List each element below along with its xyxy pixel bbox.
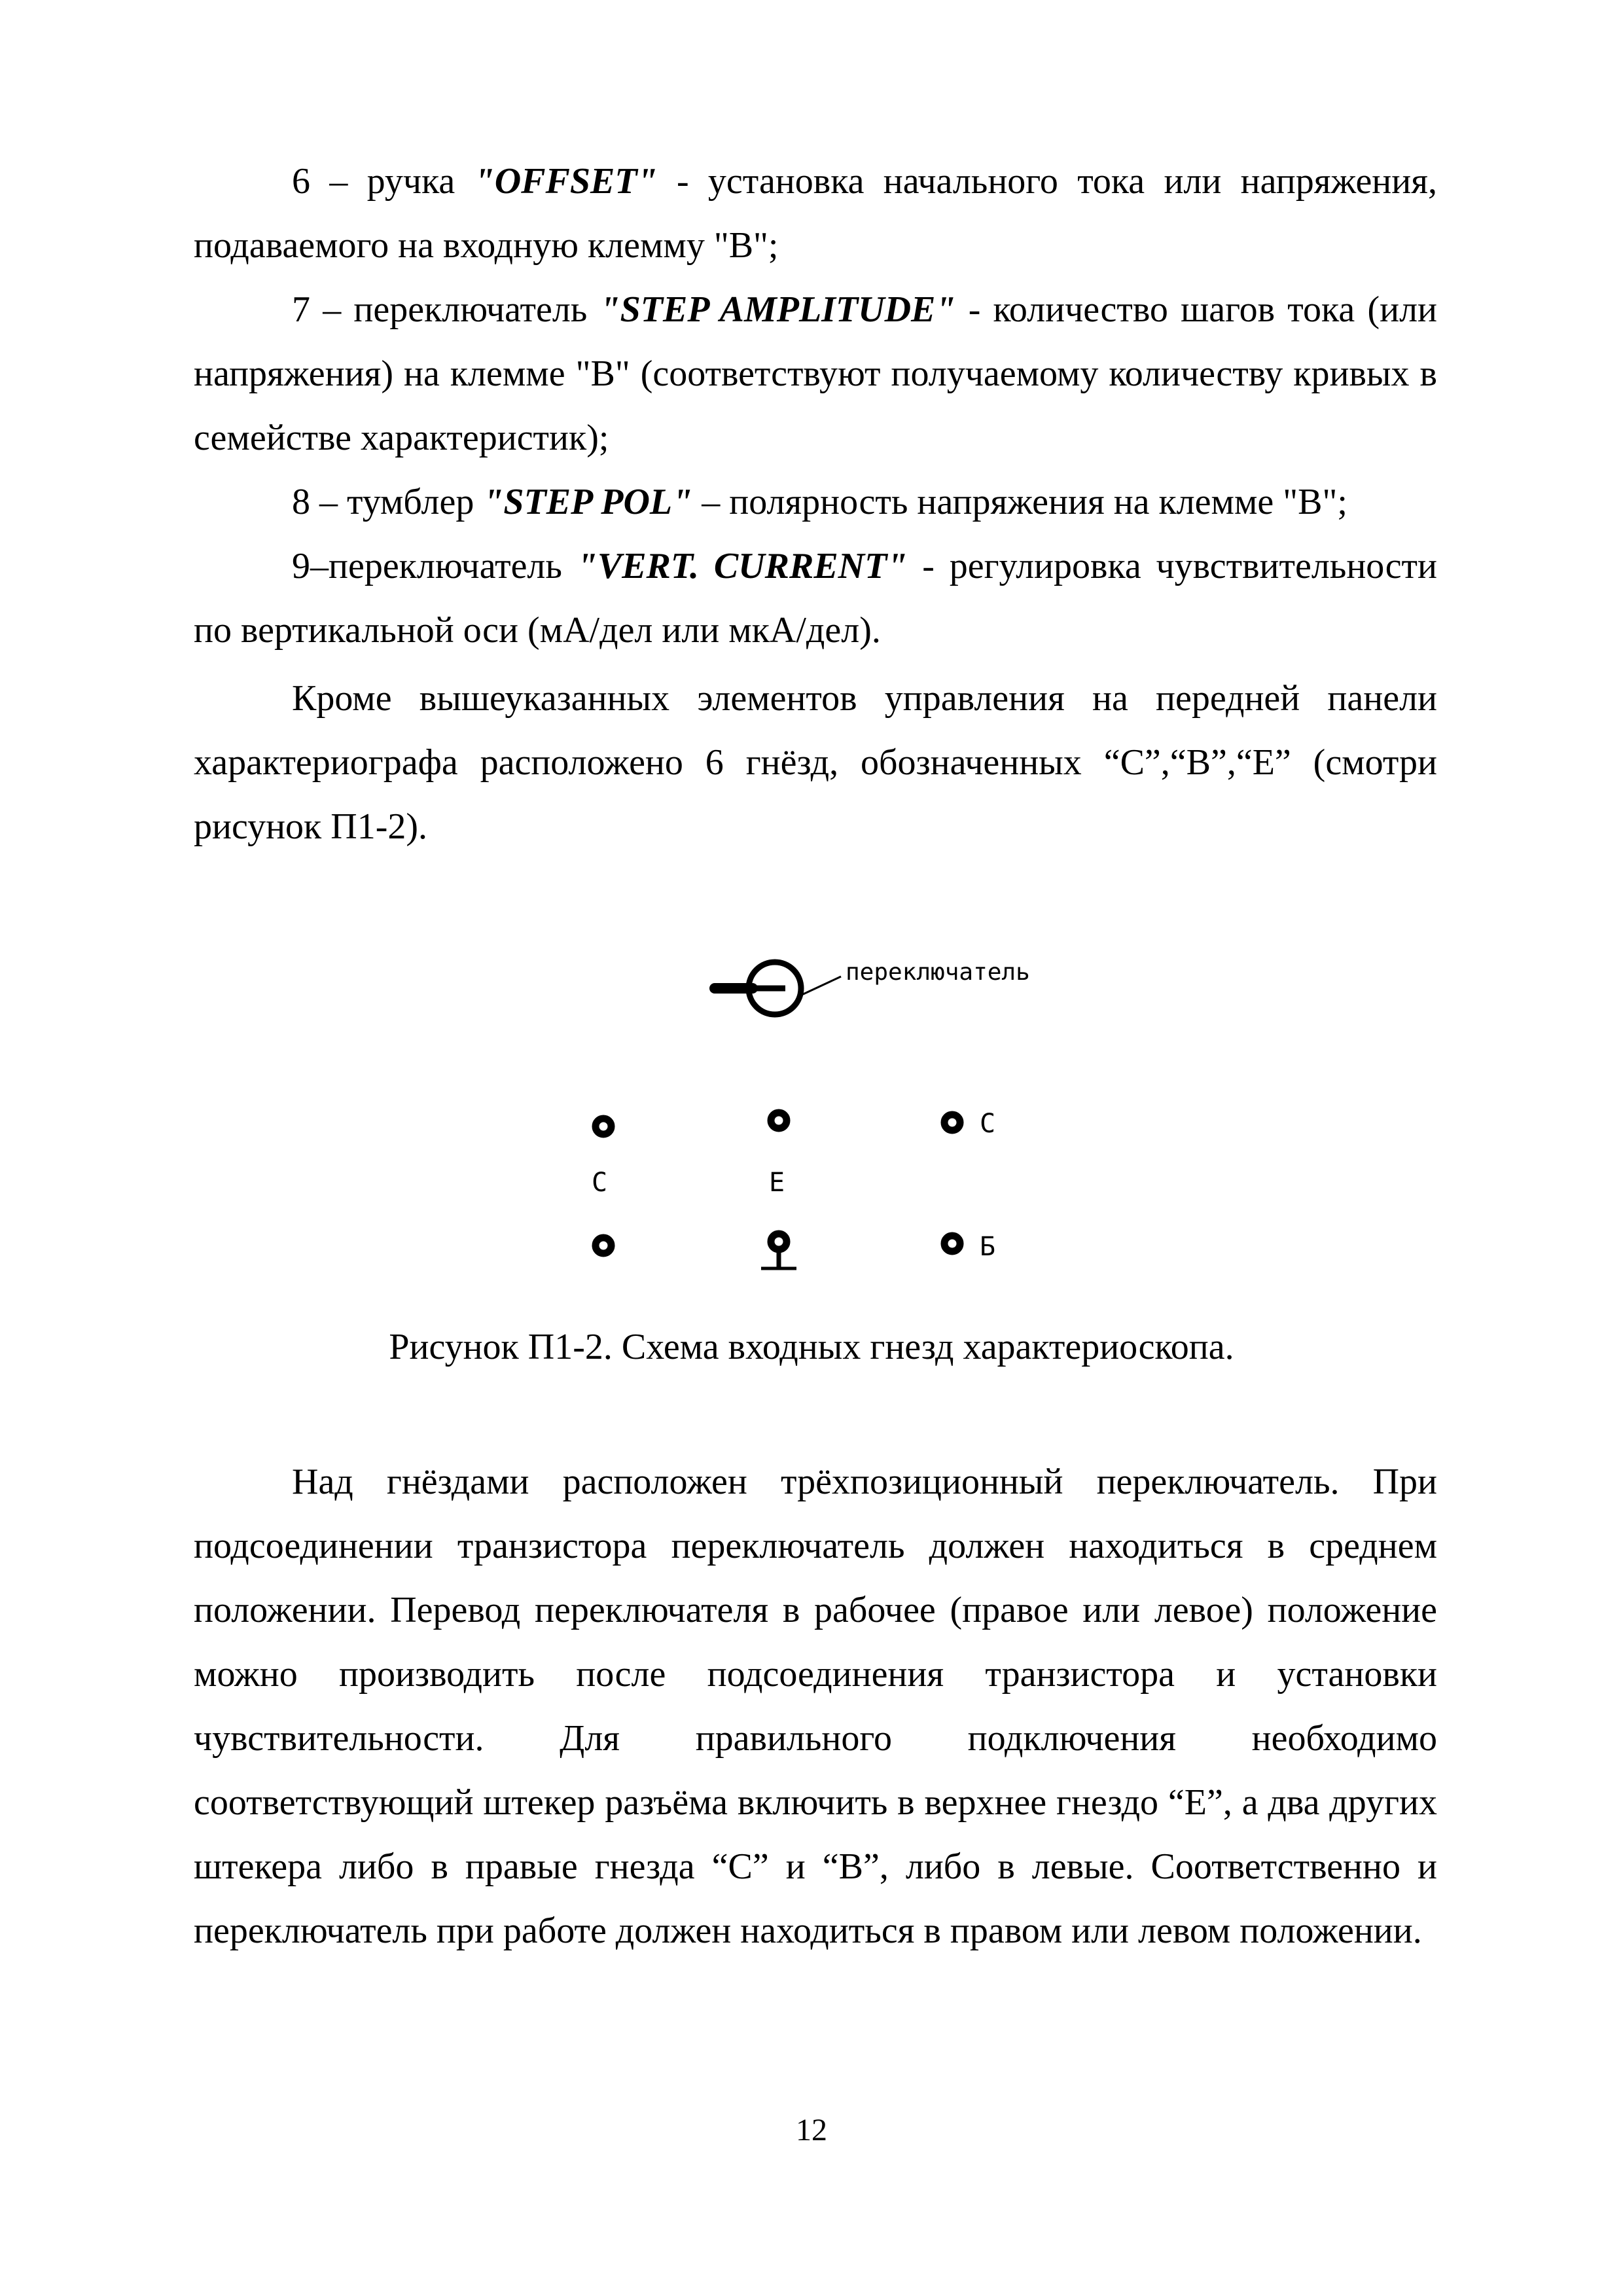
paragraph-switch-usage: Над гнёздами расположен трёхпозиционный переключатель. При подсоединении транзистора переключатель должен находиться в среднем положении. Перевод переключателя в рабочее (правое или левое) положение можно производить после подсоединения транзистора и установки чувствительности. Для правильного подключения необходимо соответствующий штекер разъёма включить в верхнее гнездо “E”, а два других штекера либо в правые гнезда “C” и “B”, либо в левые. Соответственно и переключатель при работе должен находиться в правом или левом положении. xyxy=(194,1462,1437,1951)
socket-bottom-left xyxy=(596,1238,611,1253)
socket-top-right xyxy=(944,1115,960,1130)
label-c-left: С xyxy=(592,1168,608,1198)
label-c-right: С xyxy=(980,1109,996,1139)
term-step-amplitude: "STEP AMPLITUDE" xyxy=(599,289,956,330)
socket-bottom-middle-ground xyxy=(761,1234,796,1268)
socket-top-left xyxy=(596,1119,611,1134)
figure-caption: Рисунок П1-2. Схема входных гнезд характериоскопа. xyxy=(389,1327,1234,1367)
page-number: 12 xyxy=(796,2113,827,2147)
switch-label: переключатель xyxy=(846,959,1030,986)
item-step-amplitude: 7 – переключатель "STEP AMPLITUDE" - количество шагов тока (или напряжения) на клемме "B" (соответствуют получаемому количеству кривых в семействе характеристик); xyxy=(194,289,1437,458)
term-offset: "OFFSET" xyxy=(474,161,658,202)
item-vert-current: 9–переключатель "VERT. CURRENT" - регулировка чувствительности по вертикальной оси (мА/дел или мкА/дел). xyxy=(194,546,1437,651)
item-offset: 6 – ручка "OFFSET" - установка начального тока или напряжения, подаваемого на входную клемму "B"; xyxy=(194,161,1437,266)
term-vert-current: "VERT. CURRENT" xyxy=(577,546,908,586)
term-step-pol: "STEP POL" xyxy=(483,482,693,522)
paragraph-sockets: Кроме вышеуказанных элементов управления на передней панели характериографа расположено 6 гнёзд, обозначенных “C”,“B”,“E” (смотри рисунок П1-2). xyxy=(194,678,1437,847)
label-e: Е xyxy=(769,1168,785,1198)
switch-icon xyxy=(715,962,801,1014)
socket-bottom-right xyxy=(944,1236,960,1251)
socket-top-middle xyxy=(771,1113,787,1128)
switch-leader-line xyxy=(802,977,841,995)
label-b-right: Б xyxy=(980,1232,996,1262)
item-step-pol: 8 – тумблер "STEP POL" – полярность напряжения на клемме "B"; xyxy=(292,482,1347,522)
explanation-block xyxy=(194,1450,1437,1963)
